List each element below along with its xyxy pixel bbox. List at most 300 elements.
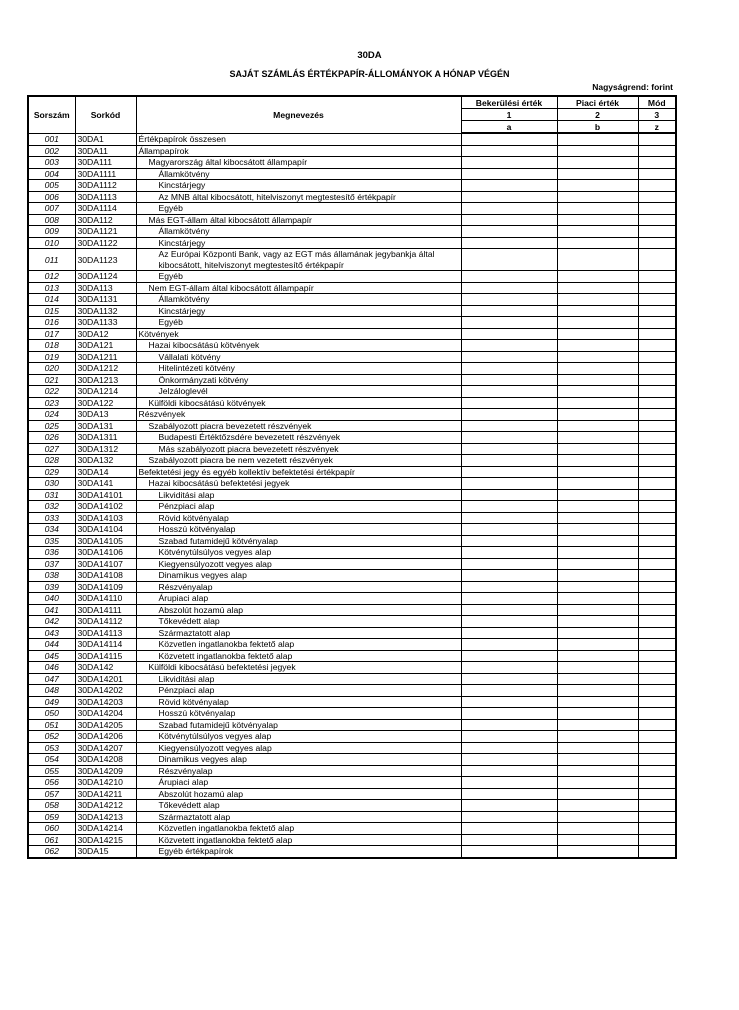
mod-value-cell[interactable]	[638, 374, 676, 386]
piaci-value-cell[interactable]	[557, 466, 638, 478]
mod-value-cell[interactable]	[638, 696, 676, 708]
mod-value-cell[interactable]	[638, 593, 676, 605]
mod-value-cell[interactable]	[638, 777, 676, 789]
piaci-value-cell[interactable]	[557, 581, 638, 593]
bekerulesi-value-cell[interactable]	[461, 765, 557, 777]
bekerulesi-value-cell[interactable]	[461, 249, 557, 271]
table-row	[28, 524, 676, 536]
row-name: Befektetési jegy és egyéb kollektív befektetési értékpapír	[136, 466, 461, 478]
mod-value-cell[interactable]	[638, 719, 676, 731]
piaci-value-cell[interactable]	[557, 363, 638, 375]
bekerulesi-value-cell[interactable]	[461, 524, 557, 536]
bekerulesi-value-cell[interactable]	[461, 180, 557, 192]
row-number: 057	[28, 788, 75, 800]
table-row	[28, 777, 676, 789]
row-code: 30DA14112	[75, 616, 136, 628]
table-row	[28, 249, 676, 271]
bekerulesi-value-cell[interactable]	[461, 168, 557, 180]
mod-value-cell[interactable]	[638, 800, 676, 812]
row-number: 055	[28, 765, 75, 777]
mod-value-cell[interactable]	[638, 788, 676, 800]
mod-value-cell[interactable]	[638, 432, 676, 444]
row-code: 30DA1311	[75, 432, 136, 444]
row-name: Tőkevédett alap	[136, 800, 461, 812]
mod-value-cell[interactable]	[638, 340, 676, 352]
mod-value-cell[interactable]	[638, 191, 676, 203]
bekerulesi-value-cell[interactable]	[461, 226, 557, 238]
col-letter-a: a	[461, 121, 557, 134]
row-name: Magyarország által kibocsátott állampapír	[136, 157, 461, 169]
mod-value-cell[interactable]	[638, 203, 676, 215]
row-code: 30DA13	[75, 409, 136, 421]
piaci-value-cell[interactable]	[557, 685, 638, 697]
bekerulesi-value-cell[interactable]	[461, 271, 557, 283]
piaci-value-cell[interactable]	[557, 282, 638, 294]
piaci-value-cell[interactable]	[557, 214, 638, 226]
mod-value-cell[interactable]	[638, 386, 676, 398]
row-name: Az Európai Központi Bank, vagy az EGT más államának jegybankja által kibocsátott, hitelviszonyt megtestesítő értékpapír	[136, 249, 461, 271]
piaci-value-cell[interactable]	[557, 340, 638, 352]
mod-value-cell[interactable]	[638, 294, 676, 306]
piaci-value-cell[interactable]	[557, 501, 638, 513]
table-row	[28, 547, 676, 559]
bekerulesi-value-cell[interactable]	[461, 489, 557, 501]
piaci-value-cell[interactable]	[557, 478, 638, 490]
bekerulesi-value-cell[interactable]	[461, 719, 557, 731]
table-row	[28, 604, 676, 616]
mod-value-cell[interactable]	[638, 627, 676, 639]
row-number: 061	[28, 834, 75, 846]
bekerulesi-value-cell[interactable]	[461, 581, 557, 593]
piaci-value-cell[interactable]	[557, 432, 638, 444]
row-code: 30DA14108	[75, 570, 136, 582]
table-row	[28, 673, 676, 685]
row-code: 30DA112	[75, 214, 136, 226]
mod-value-cell[interactable]	[638, 409, 676, 421]
mod-value-cell[interactable]	[638, 581, 676, 593]
row-code: 30DA121	[75, 340, 136, 352]
piaci-value-cell[interactable]	[557, 731, 638, 743]
mod-value-cell[interactable]	[638, 133, 676, 145]
table-row	[28, 834, 676, 846]
bekerulesi-value-cell[interactable]	[461, 294, 557, 306]
piaci-value-cell[interactable]	[557, 249, 638, 271]
piaci-value-cell[interactable]	[557, 650, 638, 662]
row-code: 30DA14115	[75, 650, 136, 662]
bekerulesi-value-cell[interactable]	[461, 191, 557, 203]
mod-value-cell[interactable]	[638, 249, 676, 271]
bekerulesi-value-cell[interactable]	[461, 455, 557, 467]
row-name: Kincstárjegy	[136, 180, 461, 192]
col-number-3: 3	[638, 109, 676, 121]
table-row	[28, 386, 676, 398]
mod-value-cell[interactable]	[638, 823, 676, 835]
row-name: Származtatott alap	[136, 627, 461, 639]
table-row	[28, 282, 676, 294]
row-name: Az MNB által kibocsátott, hitelviszonyt megtestesítő értékpapír	[136, 191, 461, 203]
row-name: Kincstárjegy	[136, 305, 461, 317]
bekerulesi-value-cell[interactable]	[461, 593, 557, 605]
row-code: 30DA1214	[75, 386, 136, 398]
bekerulesi-value-cell[interactable]	[461, 443, 557, 455]
piaci-value-cell[interactable]	[557, 133, 638, 145]
bekerulesi-value-cell[interactable]	[461, 432, 557, 444]
mod-value-cell[interactable]	[638, 168, 676, 180]
piaci-value-cell[interactable]	[557, 397, 638, 409]
mod-value-cell[interactable]	[638, 237, 676, 249]
bekerulesi-value-cell[interactable]	[461, 731, 557, 743]
row-number: 037	[28, 558, 75, 570]
piaci-value-cell[interactable]	[557, 203, 638, 215]
bekerulesi-value-cell[interactable]	[461, 363, 557, 375]
table-row	[28, 627, 676, 639]
row-number: 021	[28, 374, 75, 386]
piaci-value-cell[interactable]	[557, 374, 638, 386]
bekerulesi-value-cell[interactable]	[461, 328, 557, 340]
bekerulesi-value-cell[interactable]	[461, 800, 557, 812]
piaci-value-cell[interactable]	[557, 489, 638, 501]
piaci-value-cell[interactable]	[557, 719, 638, 731]
mod-value-cell[interactable]	[638, 512, 676, 524]
row-code: 30DA1113	[75, 191, 136, 203]
mod-value-cell[interactable]	[638, 685, 676, 697]
bekerulesi-value-cell[interactable]	[461, 616, 557, 628]
row-name: Állampapírok	[136, 145, 461, 157]
bekerulesi-value-cell[interactable]	[461, 397, 557, 409]
piaci-value-cell[interactable]	[557, 294, 638, 306]
row-name: Hosszú kötvényalap	[136, 708, 461, 720]
piaci-value-cell[interactable]	[557, 662, 638, 674]
row-name: Egyéb értékpapírok	[136, 846, 461, 858]
mod-value-cell[interactable]	[638, 271, 676, 283]
mod-value-cell[interactable]	[638, 455, 676, 467]
table-row	[28, 650, 676, 662]
row-number: 058	[28, 800, 75, 812]
piaci-value-cell[interactable]	[557, 271, 638, 283]
bekerulesi-value-cell[interactable]	[461, 685, 557, 697]
row-code: 30DA14214	[75, 823, 136, 835]
mod-value-cell[interactable]	[638, 351, 676, 363]
mod-value-cell[interactable]	[638, 180, 676, 192]
bekerulesi-value-cell[interactable]	[461, 742, 557, 754]
piaci-value-cell[interactable]	[557, 811, 638, 823]
mod-value-cell[interactable]	[638, 145, 676, 157]
bekerulesi-value-cell[interactable]	[461, 535, 557, 547]
row-name: Tőkevédett alap	[136, 616, 461, 628]
piaci-value-cell[interactable]	[557, 409, 638, 421]
bekerulesi-value-cell[interactable]	[461, 696, 557, 708]
row-name: Kiegyensúlyozott vegyes alap	[136, 558, 461, 570]
row-number: 014	[28, 294, 75, 306]
bekerulesi-value-cell[interactable]	[461, 834, 557, 846]
mod-value-cell[interactable]	[638, 558, 676, 570]
bekerulesi-value-cell[interactable]	[461, 777, 557, 789]
bekerulesi-value-cell[interactable]	[461, 708, 557, 720]
mod-value-cell[interactable]	[638, 466, 676, 478]
mod-value-cell[interactable]	[638, 708, 676, 720]
mod-value-cell[interactable]	[638, 547, 676, 559]
piaci-value-cell[interactable]	[557, 386, 638, 398]
col-header-bekerulesi: Bekerülési érték	[461, 96, 557, 109]
col-header-sorkod: Sorkód	[75, 96, 136, 133]
table-row	[28, 133, 676, 145]
piaci-value-cell[interactable]	[557, 604, 638, 616]
bekerulesi-value-cell[interactable]	[461, 203, 557, 215]
piaci-value-cell[interactable]	[557, 157, 638, 169]
piaci-value-cell[interactable]	[557, 788, 638, 800]
col-number-2: 2	[557, 109, 638, 121]
bekerulesi-value-cell[interactable]	[461, 157, 557, 169]
row-code: 30DA14105	[75, 535, 136, 547]
bekerulesi-value-cell[interactable]	[461, 386, 557, 398]
bekerulesi-value-cell[interactable]	[461, 317, 557, 329]
piaci-value-cell[interactable]	[557, 823, 638, 835]
piaci-value-cell[interactable]	[557, 420, 638, 432]
row-number: 056	[28, 777, 75, 789]
piaci-value-cell[interactable]	[557, 673, 638, 685]
mod-value-cell[interactable]	[638, 282, 676, 294]
mod-value-cell[interactable]	[638, 214, 676, 226]
piaci-value-cell[interactable]	[557, 535, 638, 547]
bekerulesi-value-cell[interactable]	[461, 662, 557, 674]
mod-value-cell[interactable]	[638, 604, 676, 616]
piaci-value-cell[interactable]	[557, 547, 638, 559]
piaci-value-cell[interactable]	[557, 800, 638, 812]
piaci-value-cell[interactable]	[557, 180, 638, 192]
table-row	[28, 662, 676, 674]
bekerulesi-value-cell[interactable]	[461, 340, 557, 352]
piaci-value-cell[interactable]	[557, 237, 638, 249]
piaci-value-cell[interactable]	[557, 443, 638, 455]
mod-value-cell[interactable]	[638, 731, 676, 743]
mod-value-cell[interactable]	[638, 317, 676, 329]
piaci-value-cell[interactable]	[557, 191, 638, 203]
row-name: Közvetett ingatlanokba fektető alap	[136, 650, 461, 662]
table-row	[28, 145, 676, 157]
bekerulesi-value-cell[interactable]	[461, 409, 557, 421]
mod-value-cell[interactable]	[638, 673, 676, 685]
row-number: 059	[28, 811, 75, 823]
piaci-value-cell[interactable]	[557, 777, 638, 789]
bekerulesi-value-cell[interactable]	[461, 673, 557, 685]
row-number: 041	[28, 604, 75, 616]
row-name: Egyéb	[136, 271, 461, 283]
mod-value-cell[interactable]	[638, 524, 676, 536]
bekerulesi-value-cell[interactable]	[461, 420, 557, 432]
mod-value-cell[interactable]	[638, 226, 676, 238]
bekerulesi-value-cell[interactable]	[461, 558, 557, 570]
row-code: 30DA14210	[75, 777, 136, 789]
table-row	[28, 409, 676, 421]
bekerulesi-value-cell[interactable]	[461, 627, 557, 639]
table-row	[28, 191, 676, 203]
row-code: 30DA14114	[75, 639, 136, 651]
row-name: Közvetlen ingatlanokba fektető alap	[136, 639, 461, 651]
bekerulesi-value-cell[interactable]	[461, 282, 557, 294]
piaci-value-cell[interactable]	[557, 834, 638, 846]
bekerulesi-value-cell[interactable]	[461, 788, 557, 800]
row-code: 30DA111	[75, 157, 136, 169]
mod-value-cell[interactable]	[638, 443, 676, 455]
piaci-value-cell[interactable]	[557, 627, 638, 639]
row-code: 30DA14104	[75, 524, 136, 536]
mod-value-cell[interactable]	[638, 754, 676, 766]
piaci-value-cell[interactable]	[557, 846, 638, 858]
piaci-value-cell[interactable]	[557, 696, 638, 708]
table-row	[28, 639, 676, 651]
row-code: 30DA1132	[75, 305, 136, 317]
row-code: 30DA14202	[75, 685, 136, 697]
mod-value-cell[interactable]	[638, 662, 676, 674]
piaci-value-cell[interactable]	[557, 328, 638, 340]
row-code: 30DA14213	[75, 811, 136, 823]
row-number: 007	[28, 203, 75, 215]
mod-value-cell[interactable]	[638, 811, 676, 823]
bekerulesi-value-cell[interactable]	[461, 604, 557, 616]
row-number: 011	[28, 249, 75, 271]
table-row	[28, 271, 676, 283]
piaci-value-cell[interactable]	[557, 593, 638, 605]
row-name: Árupiaci alap	[136, 593, 461, 605]
row-code: 30DA1111	[75, 168, 136, 180]
row-number: 016	[28, 317, 75, 329]
bekerulesi-value-cell[interactable]	[461, 547, 557, 559]
row-code: 30DA14211	[75, 788, 136, 800]
piaci-value-cell[interactable]	[557, 742, 638, 754]
mod-value-cell[interactable]	[638, 535, 676, 547]
row-number: 034	[28, 524, 75, 536]
bekerulesi-value-cell[interactable]	[461, 374, 557, 386]
mod-value-cell[interactable]	[638, 616, 676, 628]
piaci-value-cell[interactable]	[557, 754, 638, 766]
row-number: 023	[28, 397, 75, 409]
col-letter-z: z	[638, 121, 676, 134]
bekerulesi-value-cell[interactable]	[461, 214, 557, 226]
bekerulesi-value-cell[interactable]	[461, 811, 557, 823]
piaci-value-cell[interactable]	[557, 305, 638, 317]
piaci-value-cell[interactable]	[557, 226, 638, 238]
table-row	[28, 455, 676, 467]
mod-value-cell[interactable]	[638, 363, 676, 375]
piaci-value-cell[interactable]	[557, 351, 638, 363]
table-row	[28, 466, 676, 478]
mod-value-cell[interactable]	[638, 305, 676, 317]
mod-value-cell[interactable]	[638, 765, 676, 777]
piaci-value-cell[interactable]	[557, 765, 638, 777]
bekerulesi-value-cell[interactable]	[461, 305, 557, 317]
bekerulesi-value-cell[interactable]	[461, 237, 557, 249]
piaci-value-cell[interactable]	[557, 524, 638, 536]
table-row	[28, 328, 676, 340]
table-row	[28, 719, 676, 731]
bekerulesi-value-cell[interactable]	[461, 823, 557, 835]
piaci-value-cell[interactable]	[557, 570, 638, 582]
row-number: 002	[28, 145, 75, 157]
row-code: 30DA1	[75, 133, 136, 145]
piaci-value-cell[interactable]	[557, 168, 638, 180]
mod-value-cell[interactable]	[638, 501, 676, 513]
bekerulesi-value-cell[interactable]	[461, 650, 557, 662]
row-code: 30DA122	[75, 397, 136, 409]
mod-value-cell[interactable]	[638, 650, 676, 662]
bekerulesi-value-cell[interactable]	[461, 145, 557, 157]
table-row	[28, 593, 676, 605]
mod-value-cell[interactable]	[638, 420, 676, 432]
row-code: 30DA12	[75, 328, 136, 340]
piaci-value-cell[interactable]	[557, 455, 638, 467]
bekerulesi-value-cell[interactable]	[461, 754, 557, 766]
mod-value-cell[interactable]	[638, 742, 676, 754]
row-code: 30DA142	[75, 662, 136, 674]
mod-value-cell[interactable]	[638, 478, 676, 490]
row-number: 015	[28, 305, 75, 317]
row-number: 028	[28, 455, 75, 467]
bekerulesi-value-cell[interactable]	[461, 512, 557, 524]
mod-value-cell[interactable]	[638, 397, 676, 409]
piaci-value-cell[interactable]	[557, 639, 638, 651]
bekerulesi-value-cell[interactable]	[461, 478, 557, 490]
mod-value-cell[interactable]	[638, 489, 676, 501]
piaci-value-cell[interactable]	[557, 145, 638, 157]
table-row	[28, 478, 676, 490]
bekerulesi-value-cell[interactable]	[461, 351, 557, 363]
table-row	[28, 535, 676, 547]
row-number: 019	[28, 351, 75, 363]
row-name: Külföldi kibocsátású befektetési jegyek	[136, 662, 461, 674]
row-code: 30DA1312	[75, 443, 136, 455]
piaci-value-cell[interactable]	[557, 317, 638, 329]
bekerulesi-value-cell[interactable]	[461, 570, 557, 582]
table-row	[28, 512, 676, 524]
row-number: 013	[28, 282, 75, 294]
piaci-value-cell[interactable]	[557, 512, 638, 524]
row-code: 30DA14208	[75, 754, 136, 766]
row-name: Államkötvény	[136, 168, 461, 180]
row-name: Államkötvény	[136, 294, 461, 306]
unit-label: Nagyságrend: forint	[592, 82, 673, 92]
bekerulesi-value-cell[interactable]	[461, 639, 557, 651]
bekerulesi-value-cell[interactable]	[461, 466, 557, 478]
col-header-sorszam: Sorszám	[28, 96, 75, 133]
piaci-value-cell[interactable]	[557, 558, 638, 570]
table-row	[28, 811, 676, 823]
row-name: Szabályozott piacra bevezetett részvények	[136, 420, 461, 432]
mod-value-cell[interactable]	[638, 639, 676, 651]
mod-value-cell[interactable]	[638, 834, 676, 846]
bekerulesi-value-cell[interactable]	[461, 133, 557, 145]
mod-value-cell[interactable]	[638, 328, 676, 340]
mod-value-cell[interactable]	[638, 570, 676, 582]
mod-value-cell[interactable]	[638, 157, 676, 169]
bekerulesi-value-cell[interactable]	[461, 501, 557, 513]
row-code: 30DA1124	[75, 271, 136, 283]
row-number: 054	[28, 754, 75, 766]
row-code: 30DA14212	[75, 800, 136, 812]
row-code: 30DA14103	[75, 512, 136, 524]
bekerulesi-value-cell[interactable]	[461, 846, 557, 858]
row-number: 047	[28, 673, 75, 685]
row-name: Budapesti Értéktőzsdére bevezetett részvények	[136, 432, 461, 444]
row-name: Más EGT-állam által kibocsátott állampapír	[136, 214, 461, 226]
row-number: 043	[28, 627, 75, 639]
piaci-value-cell[interactable]	[557, 708, 638, 720]
row-number: 062	[28, 846, 75, 858]
row-code: 30DA14101	[75, 489, 136, 501]
piaci-value-cell[interactable]	[557, 616, 638, 628]
row-code: 30DA1114	[75, 203, 136, 215]
mod-value-cell[interactable]	[638, 846, 676, 858]
row-number: 006	[28, 191, 75, 203]
